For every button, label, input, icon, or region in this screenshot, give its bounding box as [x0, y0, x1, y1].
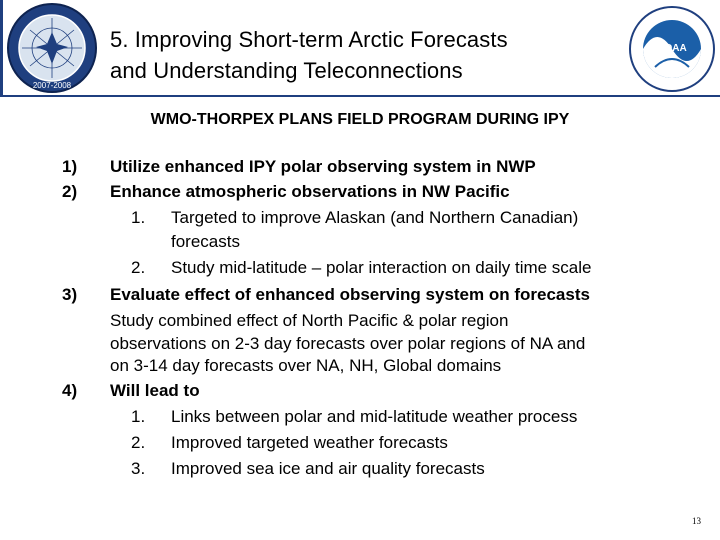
sub-list-item-text: Improved sea ice and air quality forecasts [171, 459, 485, 478]
sub-list-item-number: 3. [131, 459, 146, 478]
list-item-text: Enhance atmospheric observations in NW Pacific [110, 182, 510, 201]
list-item-number: 4) [62, 381, 78, 400]
page-title-line-2: and Understanding Teleconnections [110, 58, 463, 83]
sub-list-item-text: Study mid-latitude – polar interaction on daily time scale [171, 258, 592, 277]
sub-list-item [131, 258, 592, 278]
sub-list-item [131, 459, 485, 479]
sub-list-item [131, 433, 448, 453]
detail-line: observations on 2-3 day forecasts over polar regions of NA and [110, 334, 586, 353]
sub-list-item-number: 2. [131, 258, 146, 277]
header-divider [0, 95, 720, 97]
detail-line: Study combined effect of North Pacific & polar region [110, 311, 509, 330]
noaa-logo-text: NOAA [657, 43, 687, 54]
sub-list-item-text: Improved targeted weather forecasts [171, 433, 448, 452]
list-item-number: 1) [62, 157, 78, 176]
list-item-text: Will lead to [110, 381, 200, 400]
sub-list-item-text: Targeted to improve Alaskan (and Northern Canadian) [171, 208, 579, 227]
list-item-number: 2) [62, 182, 78, 201]
international-polar-year-logo-icon [2, 2, 102, 94]
sub-list-item [131, 208, 578, 228]
sub-list-item-number: 1. [131, 407, 146, 426]
page-title-line-1: 5. Improving Short-term Arctic Forecasts [110, 27, 508, 52]
section-subtitle: WMO-THORPEX PLANS FIELD PROGRAM DURING IPY [150, 111, 570, 128]
sub-list-item [131, 407, 577, 427]
ipy-logo-years: 2007-2008 [32, 81, 72, 90]
sub-list-item-number: 1. [131, 208, 146, 227]
detail-line: on 3-14 day forecasts over NA, NH, Global domains [110, 356, 502, 375]
sub-list-item-continuation: forecasts [171, 232, 240, 251]
list-item-number: 3) [62, 285, 78, 304]
page-number: 13 [692, 516, 701, 526]
noaa-logo-icon [627, 5, 717, 93]
sub-list-item-text: Links between polar and mid-latitude weather process [171, 407, 578, 426]
list-item-text: Evaluate effect of enhanced observing system on forecasts [110, 285, 590, 304]
list-item-text: Utilize enhanced IPY polar observing system in NWP [110, 157, 536, 176]
sub-list-item-number: 2. [131, 433, 146, 452]
